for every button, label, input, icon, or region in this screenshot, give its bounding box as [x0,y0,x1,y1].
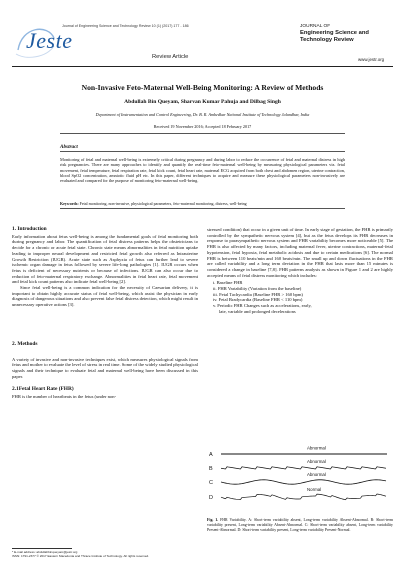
footnote-divider [12,548,72,549]
methods-heading: 2. Methods [12,340,38,347]
journal-citation: Journal of Engineering Science and Technology Review 10 (1) (2017) 177 - 186 [62,24,189,28]
right-column [207,227,393,315]
affiliation: Department of Instrumentation and Control Engineering, Dr. B. R. Ambedkar National Institute of Technology Jalandhar, India [95,112,310,117]
figure-heading-d: Normal [307,487,322,492]
left-column [12,227,198,400]
list-item: v. Periodic FHR Changes such as accelerations, early, [213,303,312,309]
fhr-heading: 2.1Fetal Heart Rate (FHR) [12,386,74,393]
right-paragraph-1: stressed condition) that occur in a given unit of time. In early stage of gestation, the FHR is primarily controlled by the sympathetic nervous system [4], but as the fetus develops its FHR decreases in response to parasympathetic nervous system and FHR variability becomes more noticeable [5]. The FHR is also affected by many factors, including maternal fever, uterine contractions, maternal-fetal hypotension, fetal hypoxia, fetal metabolic acidosis and due to certain medications [6]. The normal FHR is between 110 beats/min and 160 beats/min. The small up and down fluctuations in the FHR are called variability and a long term deviation in the FHR that lasts more than 15 minutes is considered a change in baseline [7,8]. FHR patterns analysis as shown in Figure 1 and 2 are highly accepted means of fetal distress monitoring which includes: [207,227,394,278]
logo-text: Jeste [26,28,73,53]
figure-label-b: B [209,466,213,472]
figure-label-a: A [209,452,213,458]
footnote [12,550,232,558]
abstract-heading: Abstract [60,144,78,150]
fhr-pattern-list [213,280,393,314]
journal-of-label: JOURNAL OF [300,24,331,29]
keywords-text: Fetal monitoring, non-invasive, physiological parameters, feto-maternal monitoring, distress, well-being [79,201,247,206]
list-item: iii. Fetal Tachycardia (Baseline FHR > 160 bpm) [213,291,303,297]
trace-b [209,459,386,472]
journal-masthead [300,24,392,44]
figure-caption [207,518,393,532]
fhr-variability-figure [207,446,393,506]
article-type: Review Article [152,54,189,60]
fhr-paragraph: FHR is the number of heartbeats in the fetus (under non- [12,394,117,400]
list-item: ii. FHR Variability (Variation from the baseline) [213,286,302,292]
figure-heading-a: Abnormal [307,446,326,451]
abstract-body: Monitoring of fetal and maternal well-being is extremely critical during pregnancy and during labor to reduce the occurrence of fetal and maternal distress in high risk pregnancies. There are many approaches to identify and quantify the real-time feto-maternal well-being by measuring physiological parameters viz. fetal movement, fetal temperature, fetal respiration rate, fetal kick count, fetal heart rate, maternal ECG acquired from both chest and abdomen region, uterine contraction, blood SpO2 concentration, amniotic fluid pH etc. In this paper, different techniques to acquire and measure these physiological parameters non-invasively are evaluated and compared for the purpose of monitoring feto-maternal well-being. [60,157,345,184]
header-divider [12,66,393,67]
paper-title: Non-Invasive Feto-Maternal Well-Being Monitoring: A Review of Methods [81,83,324,92]
list-item: i. Baseline FHR [213,280,243,286]
trace-line [221,467,386,469]
figure-label-c: C [209,480,213,486]
keywords-label: Keywords: [60,201,79,206]
caption-text: FHR Variability. A: Short-term variability absent, Long-term variability Absent-Abnormal. B: Short-term variability present, Long-term variability Absent-Abnormal. C: Short-term variability absent, Long-term variability Present-Abnormal. D: Short-term variability present, Long-term variability Present-Normal. [207,518,393,532]
trace-line [221,480,386,484]
introduction-heading: 1. Introduction [12,226,47,232]
list-item: iv. Fetal Bradycardia (Baseline FHR < 110 bpm) [213,297,303,303]
footnote-issn: ISSN: 1791-2377 © 2017 Eastern Macedonia and Thrace Institute of Technology. All rights reserved. [12,554,150,558]
abstract-bottom-divider [60,208,345,209]
footnote-email: * E-mail address: abdullahbinqueyam@jestr.org [12,550,78,554]
authors: Abdullah Bin Queyam, Sharvan Kumar Pahuja and Dilbag Singh [124,99,281,105]
figure-heading-c: Abnormal [307,472,326,477]
journal-logo [12,20,73,64]
introduction-paragraph-1: Early information about fetus well-being is among the fundamental goals of fetal monitoring both during pregnancy and labor. The quantification of fetal distress patterns helps the obstetricians to decide for a chronic or acute fetal state. Chronic state means abnormalities in fetal nutrition uptake leading to improper neural development and restricted fetal growth also referred as Intrauterine Growth Restriction (IUGR). Acute state such as Asphyxia of fetus can further lead to severe ischemic organ damage in fetus followed by severe life-long pathologies [1]. IUGR occurs when fetus is deficient of necessary nutrients or because of infections. IUGR can also occur due to reduction of feto-maternal respiratory exchange. Abnormalities in fetal heart rate, fetal movement and fetal kick count patterns also indicate fetal well-being [2]. [12,233,198,285]
introduction-paragraph-2: Since fetal well-being is a common indication for the necessity of Caesarian delivery, it is important to obtain highly accurate status of fetal well-being, which assist the physician in early diagnosis of dangerous situations and also prevent false fetal distress detection, which might result in unnecessary operative actions [3]. [12,285,198,308]
trace-c [209,472,386,486]
received-dates: Received 19 November 2016; Accepted 18 February 2017 [153,124,252,129]
abstract-divider [60,151,345,152]
figure-label-d: D [209,495,213,501]
keywords [60,201,345,206]
caption-label: Fig. 1. [207,518,219,522]
abstract-top-divider [60,133,345,134]
trace-a [209,446,387,458]
list-item: late, variable and prolonged decelerations [219,308,296,314]
journal-name-line2: Technology Review [300,37,354,43]
journal-name-line1: Engineering Science and [300,30,369,36]
journal-url-link[interactable]: www.jestr.org [358,57,385,62]
trace-d [209,487,386,501]
trace-line [221,494,386,500]
figure-heading-b: Abnormal [307,459,326,464]
methods-paragraph: A variety of invasive and non-invasive techniques exist, which measures physiological signals from fetus and mother to evaluate the level of stress in real time. Some of the widely studied physiological signals and their technique to evaluate fetal and maternal well-being have been discussed in this paper. [12,356,198,379]
